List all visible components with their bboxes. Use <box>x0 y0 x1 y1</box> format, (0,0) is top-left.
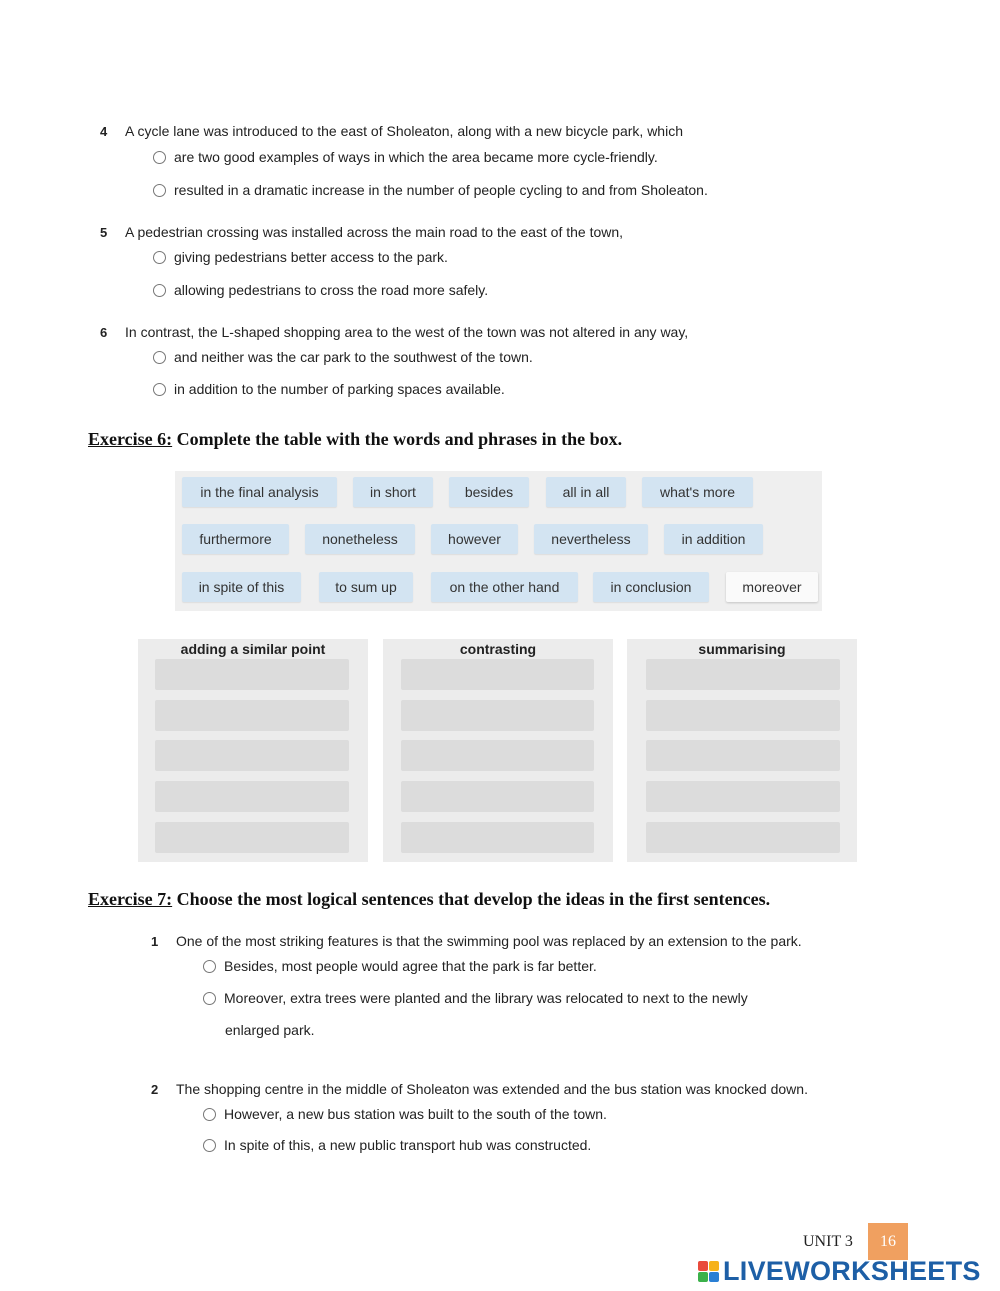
question-stem: A cycle lane was introduced to the east of Sholeaton, along with a new bicycle park, which <box>125 123 683 139</box>
drop-slot[interactable] <box>401 659 594 690</box>
column-header: adding a similar point <box>180 641 326 657</box>
drop-slot[interactable] <box>646 659 840 690</box>
option-text: giving pedestrians better access to the park. <box>174 249 448 265</box>
question-stem: The shopping centre in the middle of Sholeaton was extended and the bus station was knocked down. <box>176 1081 808 1097</box>
radio-button[interactable] <box>203 960 216 973</box>
option-text: allowing pedestrians to cross the road more safely. <box>174 282 489 298</box>
option-text-continuation: enlarged park. <box>225 1022 315 1038</box>
word-chip[interactable]: nonetheless <box>305 524 415 554</box>
brand-name: LIVEWORKSHEETS <box>723 1256 981 1286</box>
radio-button[interactable] <box>153 383 166 396</box>
column-header: summarising <box>698 641 786 657</box>
drop-slot[interactable] <box>155 822 349 853</box>
answer-option[interactable] <box>203 958 597 974</box>
answer-option[interactable] <box>203 1106 607 1122</box>
option-text: In spite of this, a new public transport hub was constructed. <box>224 1137 592 1153</box>
question-number: 6 <box>100 325 108 340</box>
word-chip[interactable]: in addition <box>664 524 763 554</box>
drop-slot[interactable] <box>155 700 349 731</box>
word-chip[interactable]: in conclusion <box>593 572 709 602</box>
drop-slot[interactable] <box>646 700 840 731</box>
exercise-label: Exercise 6: <box>88 429 173 449</box>
word-chip[interactable]: all in all <box>546 477 626 507</box>
question-stem: One of the most striking features is that the swimming pool was replaced by an extension to the park. <box>176 933 802 949</box>
option-text: However, a new bus station was built to the south of the town. <box>224 1106 607 1122</box>
word-chip[interactable]: moreover <box>726 572 818 602</box>
exercise-7-title <box>88 889 770 910</box>
question-number: 2 <box>151 1082 159 1097</box>
drop-slot[interactable] <box>401 822 594 853</box>
drop-slot[interactable] <box>155 740 349 771</box>
drop-slot[interactable] <box>401 700 594 731</box>
exercise-instruction: Choose the most logical sentences that develop the ideas in the first sentences. <box>172 889 771 909</box>
answer-option[interactable] <box>153 282 488 298</box>
word-chip[interactable]: nevertheless <box>534 524 648 554</box>
drop-column-contrasting <box>383 639 613 862</box>
answer-option[interactable] <box>153 381 505 397</box>
radio-button[interactable] <box>203 1139 216 1152</box>
exercise-instruction: Complete the table with the words and phrases in the box. <box>172 429 623 449</box>
word-chip[interactable]: in spite of this <box>182 572 301 602</box>
page-number-badge: 16 <box>868 1223 908 1260</box>
logo-blocks-icon <box>698 1261 720 1283</box>
answer-option[interactable] <box>153 249 448 265</box>
word-chip[interactable]: in the final analysis <box>182 477 337 507</box>
option-text: and neither was the car park to the southwest of the town. <box>174 349 533 365</box>
drop-slot[interactable] <box>646 740 840 771</box>
drop-slot[interactable] <box>401 781 594 812</box>
drop-column-adding <box>138 639 368 862</box>
word-chip[interactable]: in short <box>353 477 433 507</box>
option-text: in addition to the number of parking spaces available. <box>174 381 505 397</box>
option-text: resulted in a dramatic increase in the number of people cycling to and from Sholeaton. <box>174 182 708 198</box>
option-text: Besides, most people would agree that the park is far better. <box>224 958 597 974</box>
word-chip[interactable]: to sum up <box>319 572 413 602</box>
question-stem: In contrast, the L-shaped shopping area to the west of the town was not altered in any way, <box>125 324 689 340</box>
question-number: 1 <box>151 934 159 949</box>
unit-label: UNIT 3 <box>803 1233 853 1250</box>
radio-button[interactable] <box>153 284 166 297</box>
drop-slot[interactable] <box>646 822 840 853</box>
radio-button[interactable] <box>153 351 166 364</box>
answer-option[interactable] <box>153 182 708 198</box>
radio-button[interactable] <box>153 151 166 164</box>
answer-option[interactable] <box>203 1137 591 1153</box>
radio-button[interactable] <box>203 992 216 1005</box>
radio-button[interactable] <box>203 1108 216 1121</box>
answer-option[interactable] <box>203 990 748 1006</box>
question-stem: A pedestrian crossing was installed across the main road to the east of the town, <box>125 224 624 240</box>
word-chip[interactable]: besides <box>449 477 529 507</box>
question-number: 4 <box>100 124 108 139</box>
liveworksheets-logo <box>698 1256 981 1287</box>
drop-column-summarising <box>627 639 857 862</box>
answer-option[interactable] <box>153 349 533 365</box>
question-number: 5 <box>100 225 108 240</box>
column-header: contrasting <box>459 641 537 657</box>
answer-option[interactable] <box>153 149 658 165</box>
radio-button[interactable] <box>153 184 166 197</box>
option-text: are two good examples of ways in which the area became more cycle-friendly. <box>174 149 658 165</box>
word-chip[interactable]: on the other hand <box>431 572 578 602</box>
word-bank <box>175 471 822 611</box>
word-chip[interactable]: furthermore <box>182 524 289 554</box>
exercise-6-title <box>88 429 622 450</box>
radio-button[interactable] <box>153 251 166 264</box>
drop-slot[interactable] <box>155 659 349 690</box>
drop-slot[interactable] <box>155 781 349 812</box>
exercise-label: Exercise 7: <box>88 889 173 909</box>
word-chip[interactable]: what's more <box>642 477 753 507</box>
drop-slot[interactable] <box>401 740 594 771</box>
option-text: Moreover, extra trees were planted and the library was relocated to next to the newly <box>224 990 748 1006</box>
word-chip[interactable]: however <box>431 524 518 554</box>
drop-slot[interactable] <box>646 781 840 812</box>
